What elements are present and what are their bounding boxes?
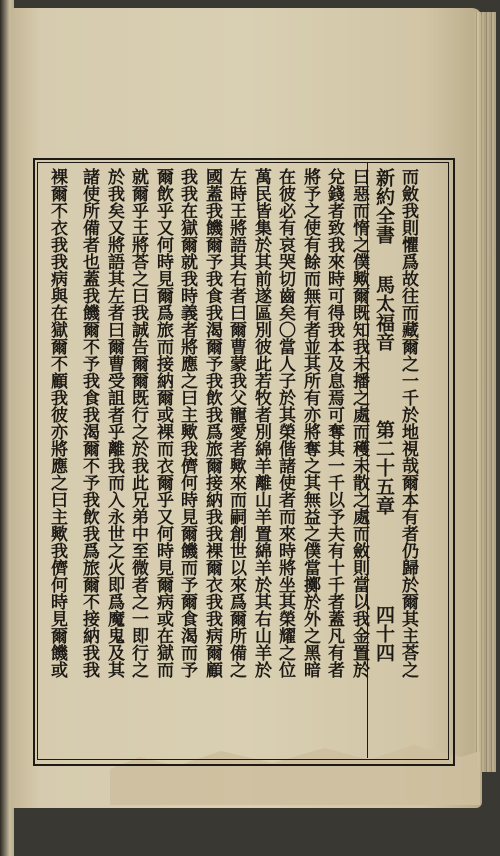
text-column: 將予之使有餘而無有者並其所有亦將奪之其無益之僕當擲於外之黑暗 (300, 168, 320, 678)
text-column: 就爾乎王將荅之曰我誠告爾爾既行之於我此兄弟中至微者之一即行之 (128, 168, 148, 678)
text-column: 萬民皆集於其前遂區別彼此若牧者別綿羊離山羊置綿羊於其右山羊於 (251, 168, 271, 678)
gospel-name: 馬太福音 (373, 275, 395, 351)
text-column: 而斂我則懼爲故往而藏爾之一千於地視哉爾本有者仍歸於爾其主荅之 (398, 168, 418, 678)
text-column: 裸爾不衣我我病與在獄爾不顧我彼亦將應之曰主歟我儕何時見爾饑或 (47, 168, 67, 678)
page-number: 四十四 (373, 605, 395, 662)
text-column: 左時王將語其右者曰爾曹蒙我父寵愛者歟來而嗣創世以來爲爾所備之 (226, 168, 246, 678)
book-title: 新約全書 (373, 168, 395, 244)
text-column: 在彼必有哀哭切齒矣〇當人子於其榮偕諸使者而來時將坐其榮耀之位 (275, 168, 295, 678)
text-column: 兌錢者致我來時可得我本及息焉可奪其一千以予夫有十千者蓋凡有者 (324, 168, 344, 678)
text-column: 爾飲乎又何時見爾爲旅而接納爾或裸而衣爾乎又何時見爾病或在獄而 (153, 168, 173, 678)
text-column: 我我在獄爾就我時義者將應之曰主歟我儕何時見爾饑而予爾食渴而予 (177, 168, 197, 678)
chapter-heading: 第二十五章 (373, 420, 395, 515)
text-column: 國蓋我饑爾予我食我渴爾予我飲我爲旅爾接納我我裸爾衣我我病爾顧 (202, 168, 222, 678)
text-column: 諸使所備者也蓋我饑爾不予我食我渴爾不予我飲我爲旅爾不接納我我 (79, 168, 99, 678)
page-stack-edge (474, 12, 496, 772)
text-column: 曰惡而惰之僕歟爾既知我未播之處而穫未散之處而斂則當以我金置於 (349, 168, 369, 678)
text-column: 於我矣又將語其左者曰爾曹受詛者乎離我而入永世之火即爲魔鬼及其 (104, 168, 124, 678)
